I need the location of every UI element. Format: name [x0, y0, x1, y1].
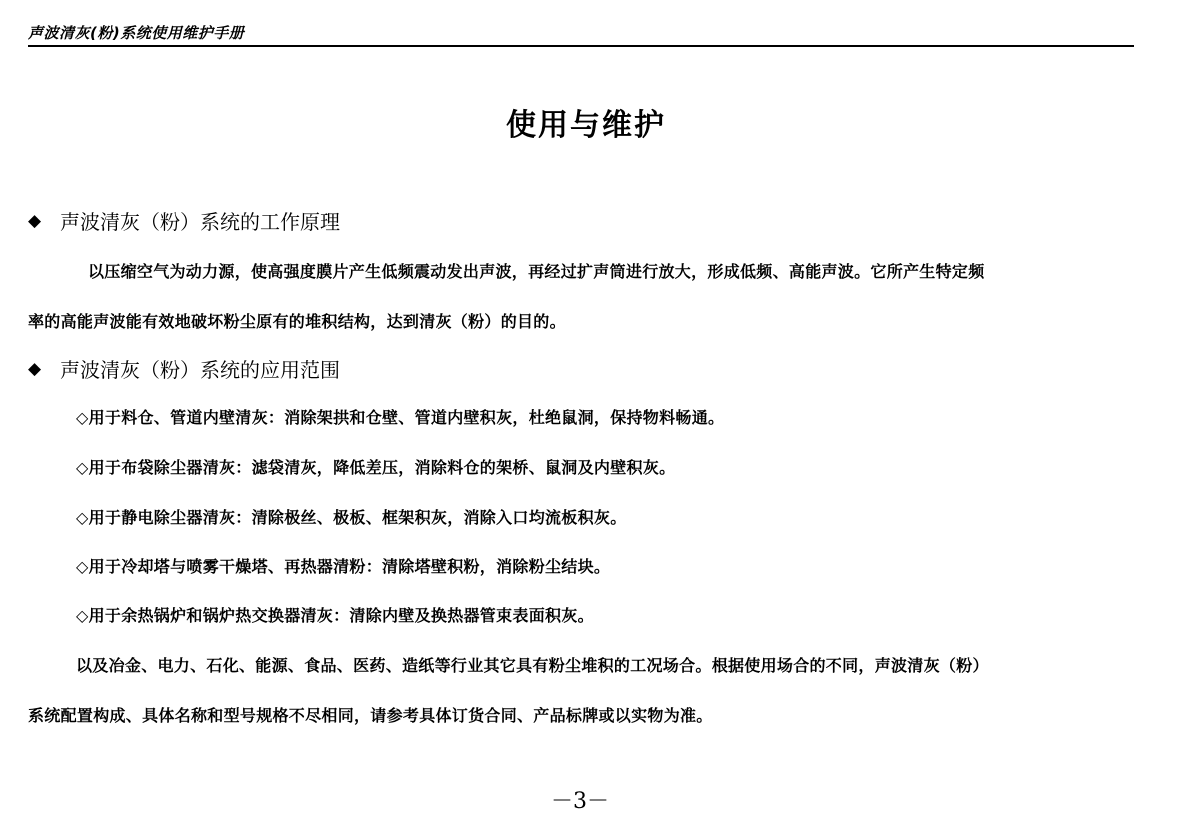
application-list-item: ◇用于冷却塔与喷雾干燥塔、再热器清粉：清除塔壁积粉，消除粉尘结块。 — [76, 557, 611, 576]
section-heading-working-principle — [28, 206, 340, 235]
application-closing-line: 以及冶金、电力、石化、能源、食品、医药、造纸等行业其它具有粉尘堆积的工况场合。根据使用场合的不同，声波清灰（粉） — [76, 656, 989, 675]
section-heading-text: 声波清灰（粉）系统的应用范围 — [60, 358, 340, 382]
application-closing-line: 系统配置构成、具体名称和型号规格不尽相同，请参考具体订货合同、产品标牌或以实物为准。 — [28, 706, 713, 725]
page-title: 使用与维护 — [506, 108, 666, 143]
principle-paragraph-line: 率的高能声波能有效地破坏粉尘原有的堆积结构，达到清灰（粉）的目的。 — [28, 312, 566, 331]
page-number: －3－ — [551, 789, 609, 814]
running-header: 声波清灰(粉)系统使用维护手册 — [28, 24, 245, 42]
application-list-item: ◇用于布袋除尘器清灰：滤袋清灰，降低差压，消除料仓的架桥、鼠洞及内壁积灰。 — [76, 458, 676, 477]
application-list-item: ◇用于料仓、管道内壁清灰：消除架拱和仓壁、管道内壁积灰，杜绝鼠洞，保持物料畅通。 — [76, 408, 725, 427]
header-divider — [28, 45, 1134, 47]
section-heading-text: 声波清灰（粉）系统的工作原理 — [60, 210, 340, 234]
diamond-bullet-icon: ◆ — [28, 210, 42, 231]
principle-paragraph-line: 以压缩空气为动力源，使高强度膜片产生低频震动发出声波，再经过扩声筒进行放大，形成低频、高能声波。它所产生特定频 — [88, 262, 985, 281]
section-heading-application-scope — [28, 354, 340, 383]
diamond-bullet-icon: ◆ — [28, 358, 42, 379]
application-list-item: ◇用于余热锅炉和锅炉热交换器清灰：清除内壁及换热器管束表面积灰。 — [76, 606, 594, 625]
application-list-item: ◇用于静电除尘器清灰：清除极丝、极板、框架积灰，消除入口均流板积灰。 — [76, 508, 627, 527]
